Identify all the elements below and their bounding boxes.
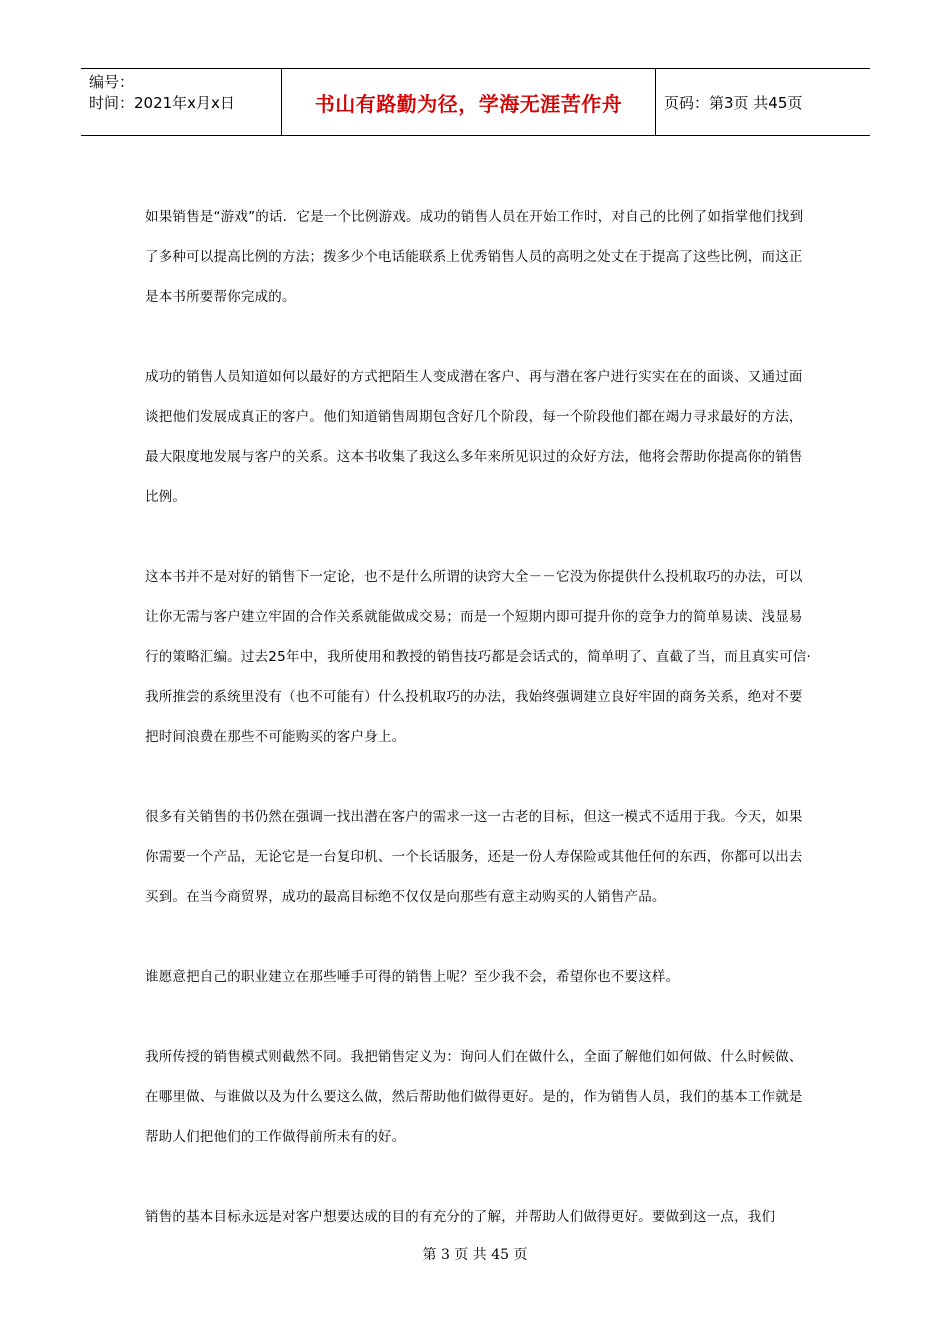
body-paragraph-5: 谁愿意把自己的职业建立在那些唾手可得的销售上呢？至少我不会，希望你也不要这样。 [145,969,680,985]
body-paragraph-6: 我所传授的销售模式则截然不同。我把销售定义为：询问人们在做什么，全面了解他们如何做、什么时候做、在哪里做、与谁做以及为什么要这么做，然后帮助他们做得更好。是的，作为销售人员，我们的基本工作就是帮助人们把他们的工作做得前所未有的好。 [145,1049,803,1145]
document-date-label: 时间：2021年x月x日 [89,94,235,112]
body-paragraph-7: 销售的基本目标永远是对客户想要达成的目的有充分的了解，并帮助人们做得更好。要做到这一点，我们 [145,1209,776,1225]
header-motto: 书山有路勤为径，学海无涯苦作舟 [282,69,656,135]
body-paragraph-1: 如果销售是“游戏”的话．它是一个比例游戏。成功的销售人员在开始工作时，对自己的比例了如指掌他们找到了多种可以提高比例的方法；拨多少个电话能联系上优秀销售人员的高明之处丈在于提高了这些比例，而这正是本书所要帮你完成的。 [145,209,804,305]
header-page-info: 页码：第3页 共45页 [664,93,803,112]
page-header [81,68,870,136]
document-body [145,197,815,1237]
document-number-label: 编号： [89,73,135,91]
body-paragraph-4: 很多有关销售的书仍然在强调一找出潜在客户的需求一这一古老的目标，但这一模式不适用于我。今天，如果你需要一个产品，无论它是一台复印机、一个长话服务，还是一份人寿保险或其他任何的东西，你都可以出去买到。在当今商贸界，成功的最高目标绝不仅仅是向那些有意主动购买的人销售产品。 [145,809,803,905]
page-footer: 第 3 页 共 45 页 [422,1247,528,1263]
body-paragraph-3: 这本书并不是对好的销售下一定论，也不是什么所谓的诀窍大全－－它没为你提供什么投机取巧的办法，可以让你无需与客户建立牢固的合作关系就能做成交易；而是一个短期内即可提升你的竞争力的简单易读、浅显易行的策略汇编。过去25年中，我所使用和教授的销售技巧都是会话式的，简单明了、直截了当，而且真实可信·我所推尝的系统里没有（也不可能有）什么投机取巧的办法，我始终强调建立良好牢固的商务关系，绝对不要把时间浪费在那些不可能购买的客户身上。 [145,569,811,745]
header-meta-cell [81,69,282,135]
body-paragraph-2: 成功的销售人员知道如何以最好的方式把陌生人变成潜在客户、再与潜在客户进行实实在在的面谈、又通过面谈把他们发展成真正的客户。他们知道销售周期包含好几个阶段，每一个阶段他们都在竭力寻求最好的方法，最大限度地发展与客户的关系。这本书收集了我这么多年来所见识过的众好方法，他将会帮助你提高你的销售比例。 [145,369,803,505]
